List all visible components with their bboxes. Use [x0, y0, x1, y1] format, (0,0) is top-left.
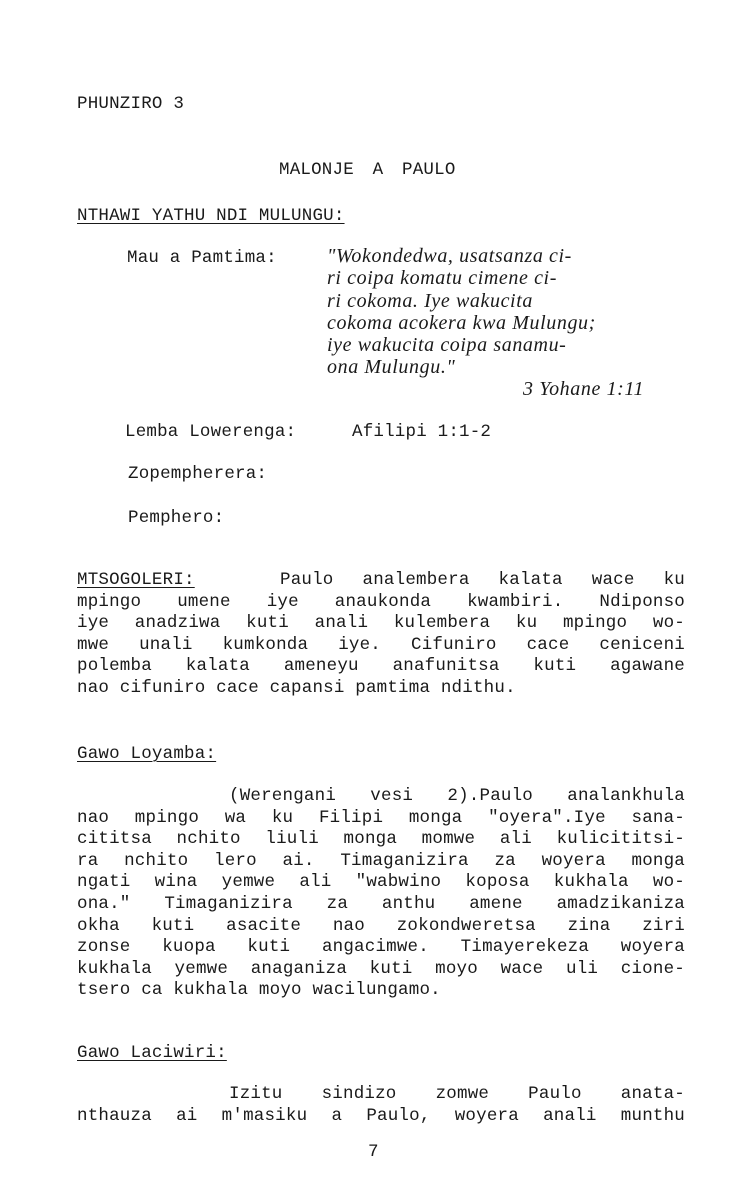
section1-paragraph [77, 786, 685, 1002]
intro-heading: MTSOGOLERI: [77, 570, 195, 590]
section1-line: okha kuti asacite nao zokondweretsa zina ziri [77, 915, 685, 936]
section1-line: ra nchito lero ai. Timaganizira za woyera monga [77, 850, 685, 871]
key-verse-line: "Wokondedwa, usatsanza ci- [327, 245, 572, 267]
key-verse-reference: 3 Yohane 1:11 [523, 378, 645, 400]
section2-heading: Gawo Laciwiri: [77, 1043, 227, 1063]
page-title: MALONJE A PAULO [279, 160, 456, 180]
intro-first-line [77, 570, 685, 592]
reading-label: Lemba Lowerenga: [125, 422, 297, 442]
page-number: 7 [368, 1142, 379, 1162]
reading-value: Afilipi 1:1-2 [352, 422, 492, 442]
key-verse-line: ri cokoma. Iye wakucita [327, 289, 533, 312]
section2-line: nthauza ai m'masiku a Paulo, woyera anali munthu [77, 1105, 685, 1126]
intro-line: mwe unali kumkonda iye. Cifuniro cace ceniceni [77, 634, 685, 655]
prayer-points-label: Zopempherera: [128, 464, 268, 484]
key-verse-line: ri coipa komatu cimene ci- [327, 267, 557, 290]
section1-first-line: (Werengani vesi 2).Paulo analankhula [229, 786, 685, 806]
section1-heading: Gawo Loyamba: [77, 744, 217, 764]
section2-first-line: Izitu sindizo zomwe Paulo anata- [229, 1084, 685, 1104]
key-verse-line: cokoma acokera kwa Mulungu; [327, 311, 596, 334]
key-verse-line: ona Mulungu." [327, 356, 456, 379]
key-verse-line: iye wakucita coipa sanamu- [327, 334, 567, 357]
prayer-label: Pemphero: [128, 508, 225, 528]
key-verse-label: Mau a Pamtima: [127, 248, 277, 268]
intro-paragraph [77, 570, 685, 700]
key-verse-text [327, 245, 687, 379]
intro-line: polemba kalata ameneyu anafunitsa kuti agawane [77, 656, 685, 677]
section1-line: ngati wina yemwe ali "wabwino koposa kukhala wo- [77, 872, 685, 893]
intro-line: nao cifuniro cace capansi pamtima ndithu. [77, 677, 516, 698]
intro-line: iye anadziwa kuti anali kulembera ku mpingo wo- [77, 613, 685, 634]
lesson-label: PHUNZIRO 3 [77, 94, 185, 114]
section2-paragraph [77, 1084, 685, 1127]
intro-first-line-rest: Paulo analembera kalata wace ku [280, 570, 685, 590]
section1-line: tsero ca kukhala moyo wacilungamo. [77, 980, 441, 1001]
section1-line: ona." Timaganizira za anthu amene amadzikaniza [77, 893, 685, 914]
intro-line: mpingo umene iye anaukonda kwambiri. Ndiponso [77, 591, 685, 612]
section1-line: cititsa nchito liuli monga momwe ali kulicititsi- [77, 829, 685, 850]
theme-heading: NTHAWI YATHU NDI MULUNGU: [77, 206, 345, 226]
section1-line: zonse kuopa kuti angacimwe. Timayerekeza woyera [77, 937, 685, 958]
section1-line: kukhala yemwe anaganiza kuti moyo wace uli cione- [77, 958, 685, 979]
section1-line: nao mpingo wa ku Filipi monga "oyera".Iye sana- [77, 807, 685, 828]
